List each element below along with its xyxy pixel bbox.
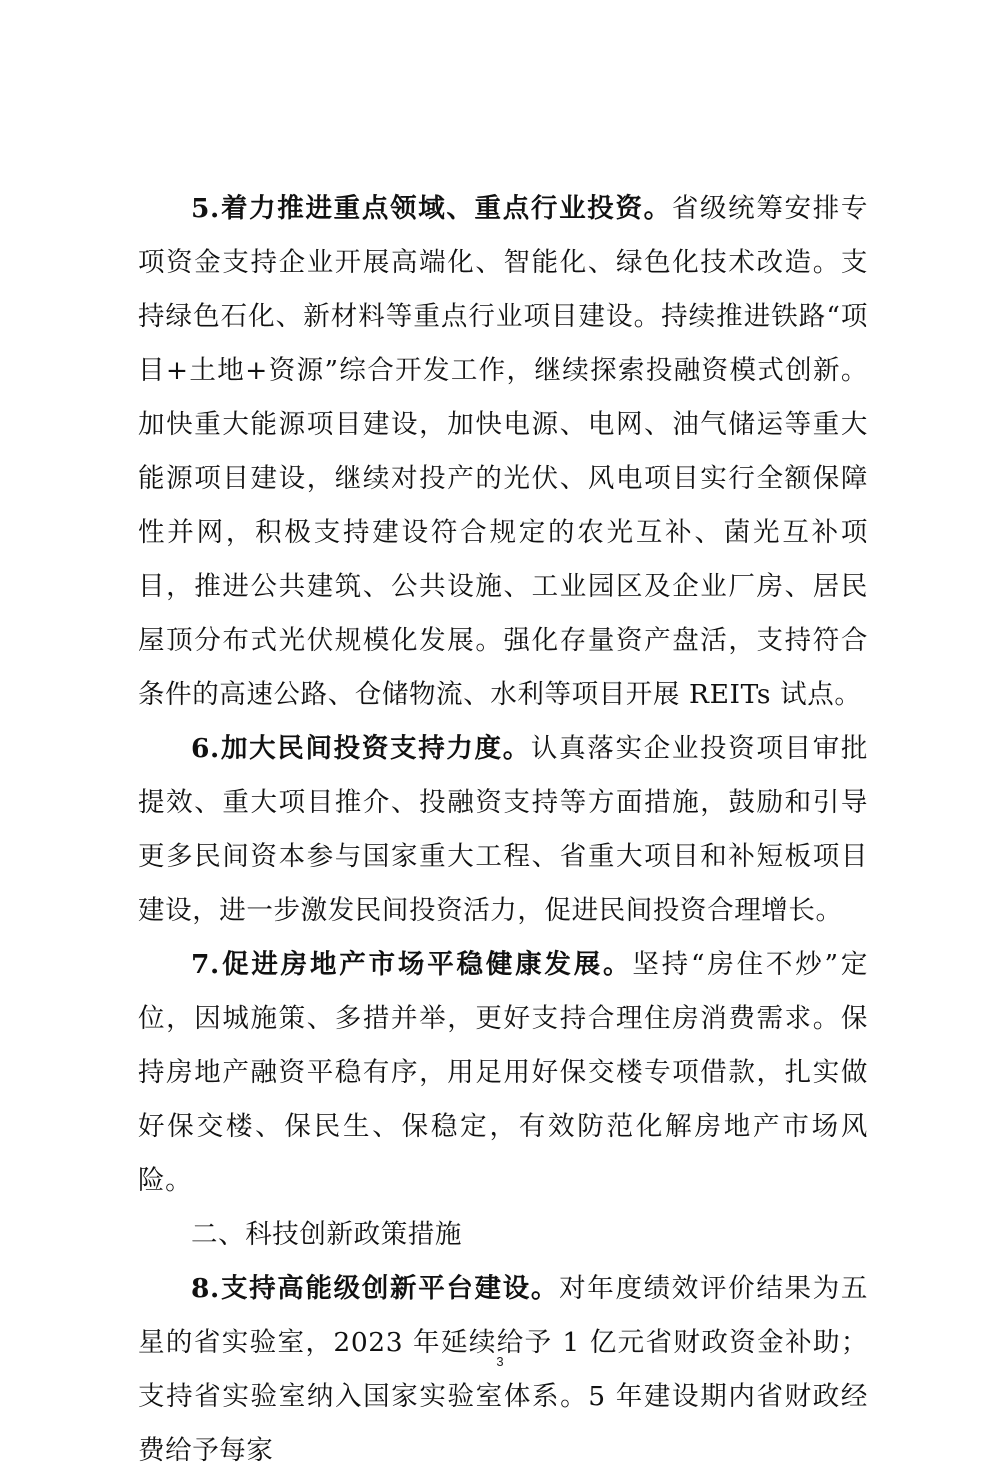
paragraph-7: [138, 938, 868, 1208]
document-body: [138, 182, 868, 1478]
paragraph-text: 认真落实企业投资项目审批提效、重大项目推介、投融资支持等方面措施，鼓励和引导更多民间资本参与国家重大工程、省重大项目和补短板项目建设，进一步激发民间投资活力，促进民间投资合理增长。: [138, 733, 868, 926]
paragraph-text: 坚持“房住不炒”定位，因城施策、多措并举，更好支持合理住房消费需求。保持房地产融资平稳有序，用足用好保交楼专项借款，扎实做好保交楼、保民生、保稳定，有效防范化解房地产市场风险。: [138, 949, 869, 1196]
paragraph-text: 省级统筹安排专项资金支持企业开展高端化、智能化、绿色化技术改造。支持绿色石化、新材料等重点行业项目建设。持续推进铁路“项目+土地+资源”综合开发工作，继续探索投融资模式创新。加快重大能源项目建设，加快电源、电网、油气储运等重大能源项目建设，继续对投产的光伏、风电项目实行全额保障性并网，积极支持建设符合规定的农光互补、菌光互补项目，推进公共建筑、公共设施、工业园区及企业厂房、居民屋顶分布式光伏规模化发展。强化存量资产盘活，支持符合条件的高速公路、仓储物流、水利等项目开展 REITs 试点。: [138, 193, 869, 710]
paragraph-lead: 7.促进房地产市场平稳健康发展。: [191, 949, 633, 980]
section-heading: 二、科技创新政策措施: [191, 1219, 462, 1250]
paragraph-lead: 8.支持高能级创新平台建设。: [191, 1273, 560, 1304]
paragraph-6: [138, 722, 868, 938]
page-number: 3: [496, 1354, 504, 1369]
paragraph-8: [138, 1262, 868, 1478]
paragraph-5: [138, 182, 868, 722]
paragraph-lead: 6.加大民间投资支持力度。: [191, 733, 531, 764]
paragraph-lead: 5.着力推进重点领域、重点行业投资。: [191, 193, 672, 224]
paragraph-text: 对年度绩效评价结果为五星的省实验室，2023 年延续给予 1 亿元省财政资金补助；支持省实验室纳入国家实验室体系。5 年建设期内省财政经费给予每家: [138, 1273, 868, 1466]
